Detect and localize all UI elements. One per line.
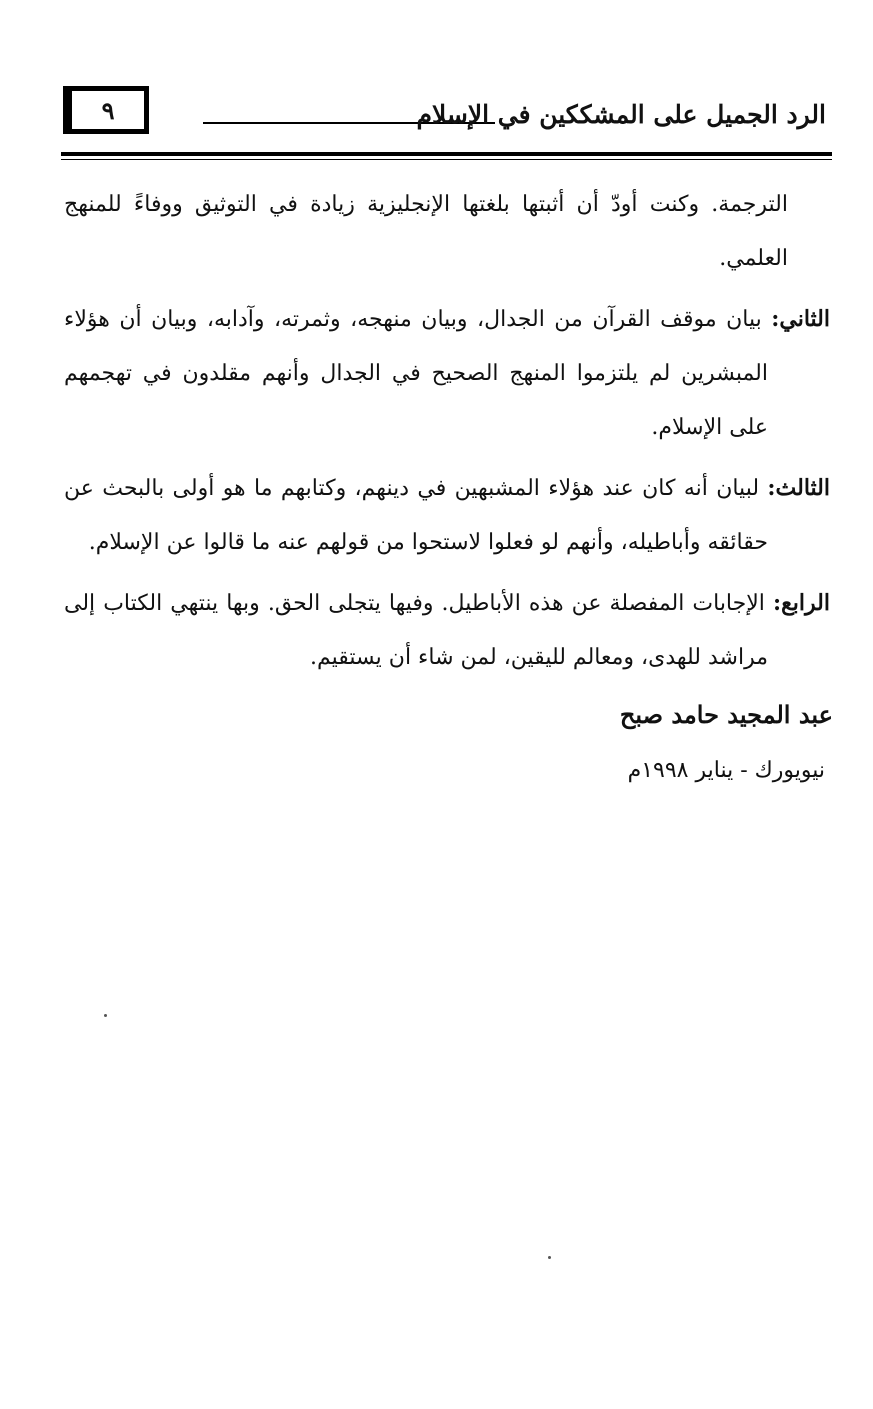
scan-speck (548, 1256, 551, 1259)
body-text (64, 178, 830, 685)
intro-paragraph: الترجمة. وكنت أودّ أن أثبتها بلغتها الإنجليزية زيادة في التوثيق ووفاءً للمنهج العلمي. (64, 192, 788, 271)
place-date: نيويورك - يناير ١٩٩٨م (627, 758, 825, 783)
running-title: الرد الجميل على المشككين في الإسلام (416, 100, 826, 129)
point-third-text: لبيان أنه كان عند هؤلاء المشبهين في دينهم، وكتابهم ما هو أولى بالبحث عن حقائقه وأباطيله، وأنهم لو فعلوا لاستحوا من قولهم عنه ما قالوا عن الإسلام. (64, 476, 768, 555)
point-second-label: الثاني: (771, 306, 830, 332)
point-second (64, 292, 830, 455)
point-second-text: بيان موقف القرآن من الجدال، وبيان منهجه، وثمرته، وآدابه، وبيان أن هؤلاء المبشرين لم يلتزموا المنهج الصحيح في الجدال وأنهم مقلدون في تهجمهم على الإسلام. (64, 307, 768, 440)
scan-speck (104, 1014, 107, 1017)
header-rule-thick (61, 152, 832, 156)
point-fourth-label: الرابع: (772, 590, 830, 616)
page-header (55, 86, 832, 156)
point-fourth (64, 576, 830, 685)
header-rule-thin (61, 159, 832, 160)
point-third-label: الثالث: (767, 475, 830, 501)
page-number: ٩ (63, 86, 149, 134)
point-fourth-text: الإجابات المفصلة عن هذه الأباطيل. وفيها يتجلى الحق. وبها ينتهي الكتاب إلى مراشد للهدى، ومعالم لليقين، لمن شاء أن يستقيم. (64, 591, 768, 670)
author-signature: عبد المجيد حامد صبح (619, 700, 833, 729)
point-third (64, 461, 830, 570)
